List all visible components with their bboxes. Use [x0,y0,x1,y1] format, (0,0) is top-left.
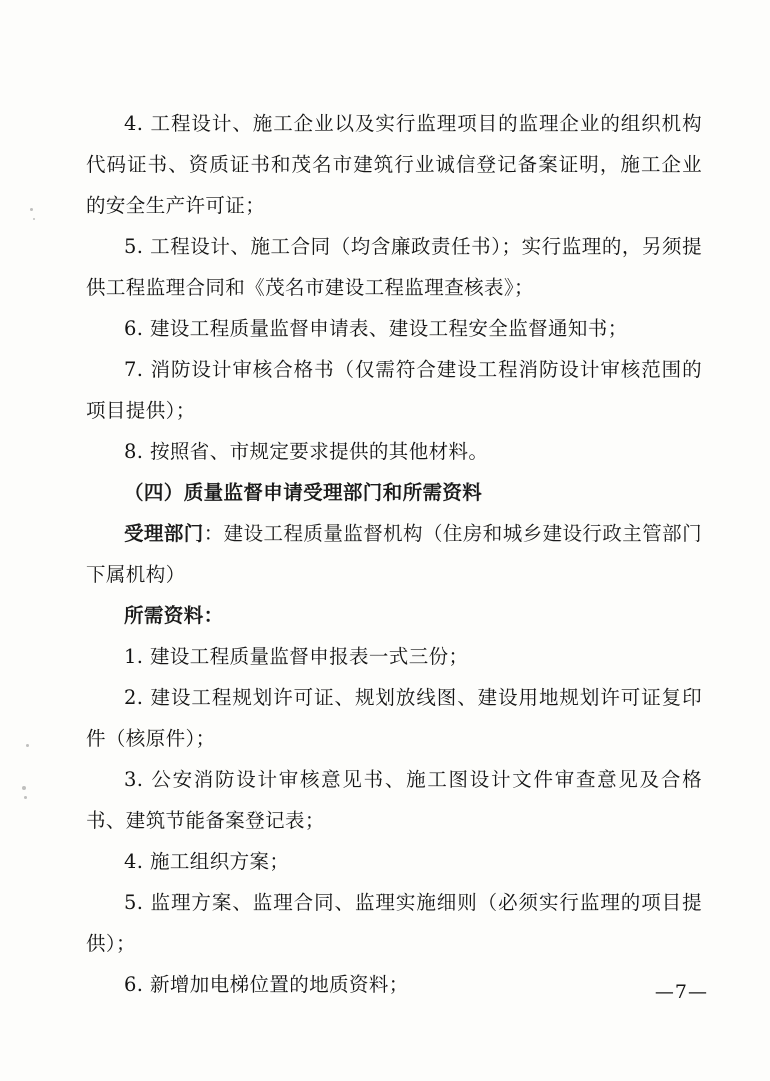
scan-speckle [26,744,29,747]
paragraph-item-7: 7. 消防设计审核合格书（仅需符合建设工程消防设计审核范围的项目提供）； [86,358,702,422]
accepting-department-separator: ： [203,522,224,545]
page-number: —7— [654,981,708,1003]
paragraph-item-4: 4. 工程设计、施工企业以及实行监理项目的监理企业的组织机构代码证书、资质证书和茂名市建筑行业诚信登记备案证明，施工企业的安全生产许可证； [86,112,702,217]
document-body [86,103,702,1005]
paragraph-material-2: 2. 建设工程规划许可证、规划放线图、建设用地规划许可证复印件（核原件）； [86,686,702,750]
paragraph-item-8: 8. 按照省、市规定要求提供的其他材料。 [124,440,489,463]
scan-speckle [33,218,35,220]
paragraph-material-4: 4. 施工组织方案； [124,850,290,873]
paragraph-material-3: 3. 公安消防设计审核意见书、施工图设计文件审查意见及合格书、建筑节能备案登记表； [86,768,702,832]
accepting-department-line [86,513,702,595]
paragraph-material-6: 6. 新增加电梯位置的地质资料； [124,973,409,996]
accepting-department-label: 受理部门 [124,522,204,545]
paragraph-material-5: 5. 监理方案、监理合同、监理实施细则（必须实行监理的项目提供）； [86,891,702,955]
required-materials-label: 所需资料： [124,604,224,627]
scan-speckle [22,786,26,790]
scan-speckle [24,796,27,799]
scan-speckle [30,208,33,211]
paragraph-item-6: 6. 建设工程质量监督申请表、建设工程安全监督通知书； [124,317,628,340]
accepting-department-value: 建设工程质量监督机构（住房和城乡建设行政主管部门下属机构） [86,522,702,586]
paragraph-material-1: 1. 建设工程质量监督申报表一式三份； [124,645,469,668]
section-heading: （四）质量监督申请受理部门和所需资料 [124,481,483,504]
paragraph-item-5: 5. 工程设计、施工合同（均含廉政责任书）；实行监理的，另须提供工程监理合同和《茂名市建设工程监理查核表》； [86,235,702,299]
